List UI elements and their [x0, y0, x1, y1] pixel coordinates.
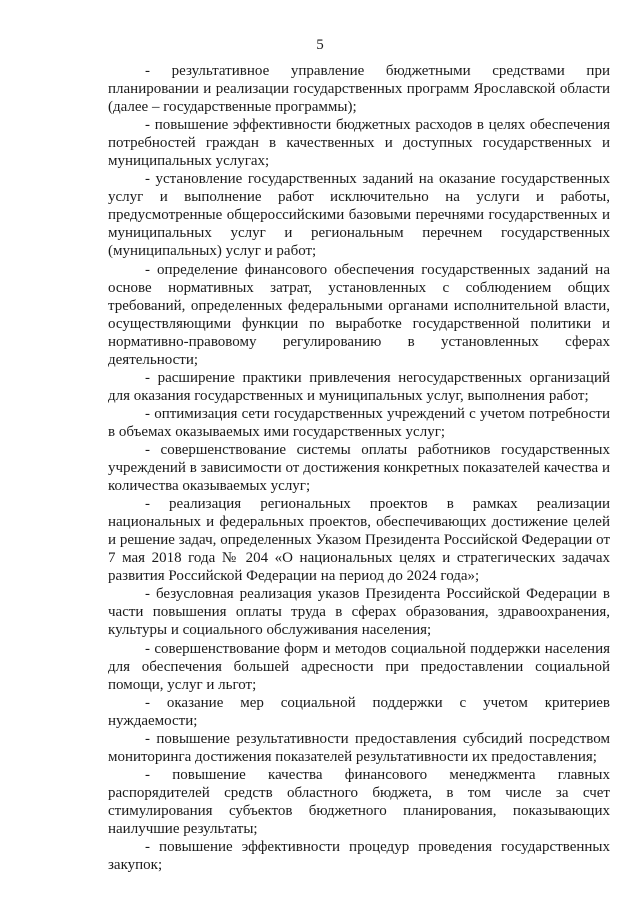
list-item: - оказание мер социальной поддержки с учетом критериев нуждаемости; [108, 694, 610, 729]
list-item: - результативное управление бюджетными средствами при планировании и реализации государственных программ Ярославской области (далее – государственные программы); [108, 63, 610, 116]
list-item: - повышение результативности предоставления субсидий посредством мониторинга достижения показателей результативности их предоставления; [108, 730, 610, 765]
list-item: - безусловная реализация указов Президента Российской Федерации в части повышения оплаты труда в сферах образования, здравоохранения, культуры и социального обслуживания населения; [108, 586, 610, 639]
list-item: - реализация региональных проектов в рамках реализации национальных и федеральных проектов, обеспечивающих достижение целей и решение задач, определенных Указом Президента Российской Федерации от 7 мая 2018 года № 204 «О национальных целях и стратегических задачах развития Российской Федерации на период до 2024 года»; [108, 496, 610, 585]
list-item: - определение финансового обеспечения государственных заданий на основе нормативных затрат, установленных с соблюдением общих требований, определенных федеральными органами исполнительной власти, осуществляющими функции по выработке государственной политики и нормативно-правовому регулированию в установленных сферах деятельности; [108, 261, 610, 368]
list-item: - повышение эффективности процедур проведения государственных закупок; [108, 839, 610, 874]
list-item: - расширение практики привлечения негосударственных организаций для оказания государственных и муниципальных услуг, выполнения работ; [108, 369, 610, 404]
list-item: - оптимизация сети государственных учреждений с учетом потребности в объемах оказываемых ими государственных услуг; [108, 405, 610, 440]
list-item: - установление государственных заданий на оказание государственных услуг и выполнение работ исключительно на услуги и работы, предусмотренные общероссийскими базовыми перечнями государственных и муниципальных услуг и региональным перечнем государственных (муниципальных) услуг и работ; [108, 171, 610, 260]
list-item: - повышение эффективности бюджетных расходов в целях обеспечения потребностей граждан в качественных и доступных государственных и муниципальных услугах; [108, 117, 610, 170]
list-item: - совершенствование форм и методов социальной поддержки населения для обеспечения большей адресности при предоставлении социальной помощи, услуг и льгот; [108, 640, 610, 693]
document-body [108, 62, 610, 874]
page-number: 5 [316, 37, 324, 53]
list-item: - совершенствование системы оплаты работников государственных учреждений в зависимости от достижения конкретных показателей качества и количества оказываемых услуг; [108, 441, 610, 495]
list-item: - повышение качества финансового менеджмента главных распорядителей средств областного бюджета, в том числе за счет стимулирования субъектов бюджетного планирования, показывающих наилучшие результаты; [108, 766, 610, 837]
